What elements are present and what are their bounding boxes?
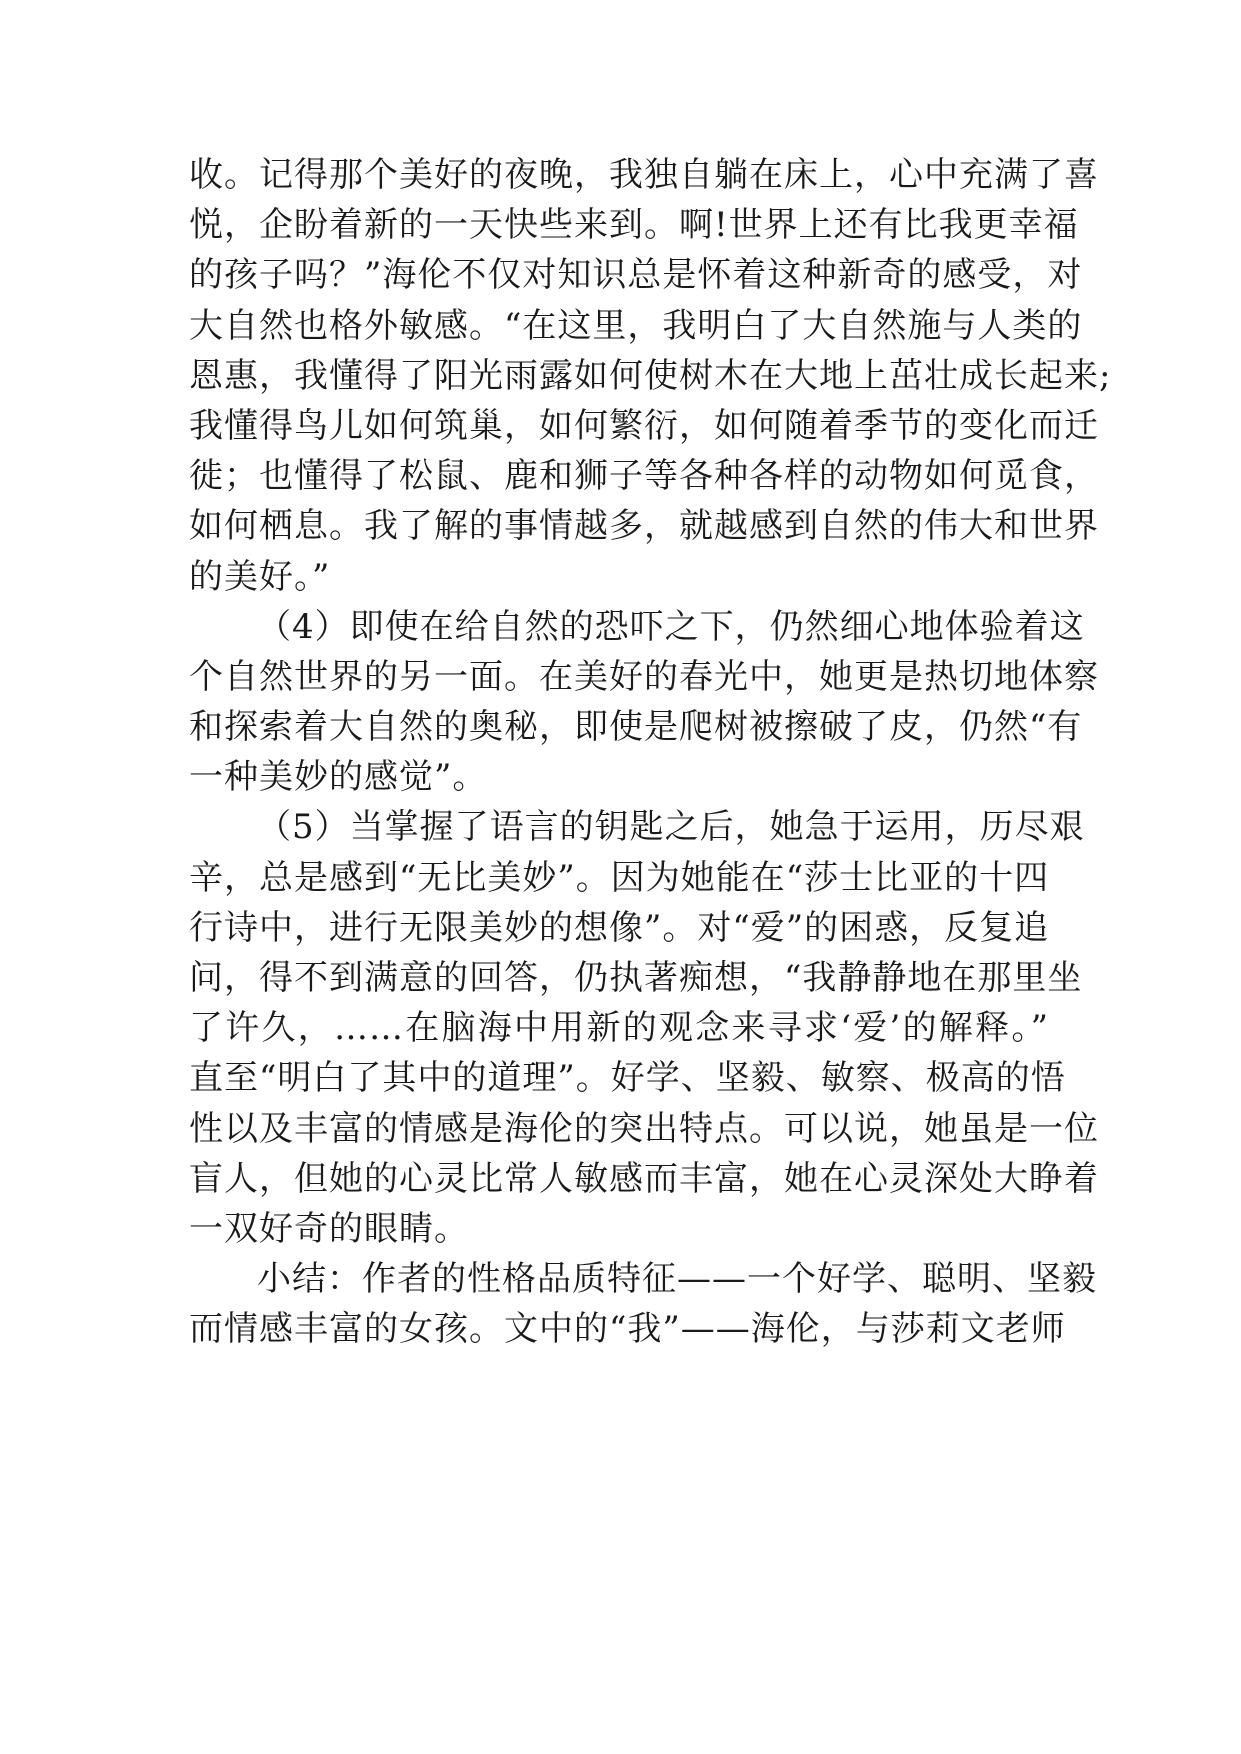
text-line: 的孩子吗？”海伦不仅对知识总是怀着这种新奇的感受，对 bbox=[189, 255, 1083, 296]
text-line: 我懂得鸟儿如何筑巢，如何繁衍，如何随着季节的变化而迁 bbox=[189, 405, 1099, 446]
text-line: 直至“明白了其中的道理”。好学、坚毅、敏察、极高的悟 bbox=[189, 1058, 1066, 1099]
text-line: 问，得不到满意的回答，仍执著痴想，“我静静地在那里坐 bbox=[189, 958, 1083, 998]
text-line: 徙；也懂得了松鼠、鹿和狮子等各种各样的动物如何觅食， bbox=[189, 456, 1099, 497]
text-line: 辛，总是感到“无比美妙”。因为她能在“莎士比亚的十四 bbox=[189, 857, 1050, 898]
text-line: 行诗中，进行无限美妙的想像”。对“爱”的困惑，反复追 bbox=[189, 907, 1050, 948]
text-line: 盲人，但她的心灵比常人敏感而丰富，她在心灵深处大睁着 bbox=[189, 1158, 1099, 1199]
text-line: 个自然世界的另一面。在美好的春光中，她更是热切地体察 bbox=[189, 656, 1099, 697]
body-text bbox=[189, 150, 1112, 1355]
text-line: 而情感丰富的女孩。文中的“我”——海伦，与莎莉文老师 bbox=[189, 1309, 1066, 1350]
text-line: 一种美妙的感觉”。 bbox=[189, 757, 488, 798]
text-line: 和探索着大自然的奥秘，即使是爬树被擦破了皮，仍然“有 bbox=[189, 707, 1083, 748]
text-line: 了许久，……在脑海中用新的观念来寻求‘爱’的解释。” bbox=[189, 1008, 1049, 1049]
text-line: 收。记得那个美好的夜晚，我独自躺在床上，心中充满了喜 bbox=[189, 155, 1099, 195]
paragraph-4-start: （4）即使在给自然的恐吓之下，仍然细心地体验着这 bbox=[257, 606, 1085, 647]
text-line: 大自然也格外敏感。“在这里，我明白了大自然施与人类的 bbox=[189, 305, 1083, 346]
text-line: 性以及丰富的情感是海伦的突出特点。可以说，她虽是一位 bbox=[189, 1108, 1099, 1149]
paragraph-5-start: （5）当掌握了语言的钥匙之后，她急于运用，历尽艰 bbox=[257, 807, 1085, 848]
text-line: 如何栖息。我了解的事情越多，就越感到自然的伟大和世界 bbox=[189, 506, 1099, 547]
text-line: 悦，企盼着新的一天快些来到。啊!世界上还有比我更幸福 bbox=[189, 205, 1079, 246]
text-line: 恩惠，我懂得了阳光雨露如何使树木在大地上茁壮成长起来; bbox=[189, 355, 1112, 396]
summary-start: 小结：作者的性格品质特征——一个好学、聪明、坚毅 bbox=[257, 1259, 1097, 1300]
text-line: 的美好。” bbox=[189, 556, 331, 597]
text-line: 一双好奇的眼睛。 bbox=[189, 1208, 469, 1249]
